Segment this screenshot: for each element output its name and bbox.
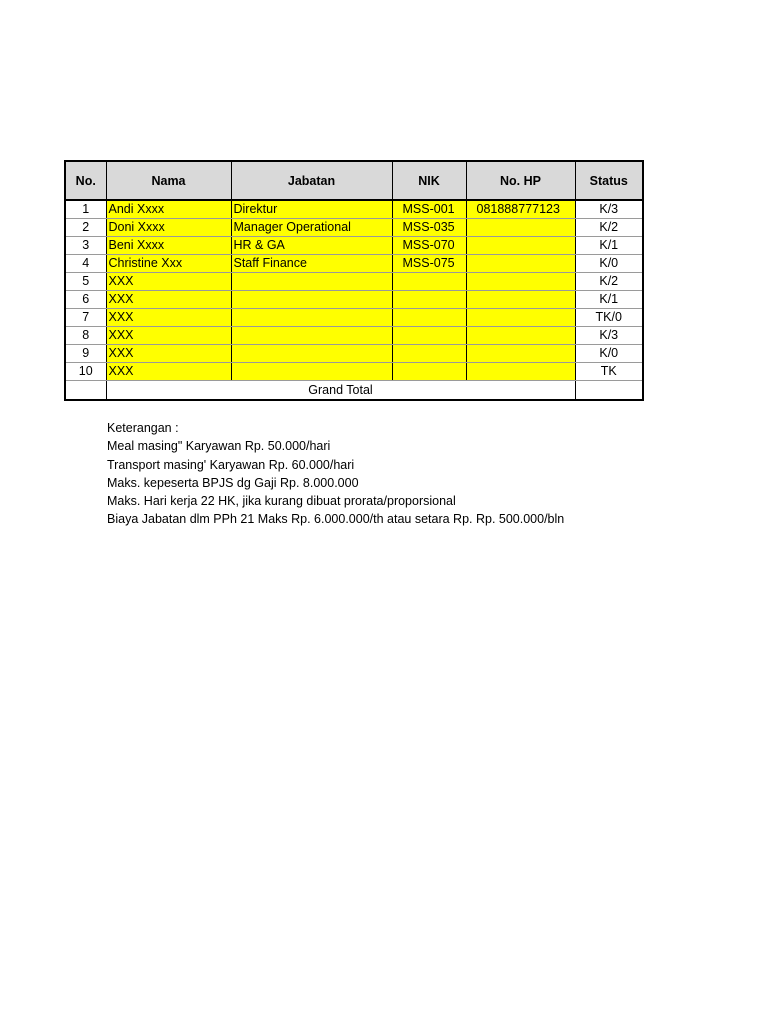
cell-status: K/1 <box>575 237 643 255</box>
cell-nama: XXX <box>106 345 231 363</box>
cell-status: K/2 <box>575 219 643 237</box>
cell-no-hp <box>466 273 575 291</box>
cell-no-hp <box>466 291 575 309</box>
employee-table <box>64 160 644 401</box>
cell-no-hp <box>466 309 575 327</box>
cell-no: 4 <box>65 255 106 273</box>
header-no: No. <box>65 161 106 200</box>
table-row <box>65 345 643 363</box>
cell-no-hp: 081888777123 <box>466 200 575 219</box>
notes-section <box>107 419 564 529</box>
table-row <box>65 237 643 255</box>
cell-jabatan: Direktur <box>231 200 392 219</box>
notes-heading: Keterangan : <box>107 421 179 435</box>
table-header-row <box>65 161 643 200</box>
cell-status: K/3 <box>575 200 643 219</box>
table-row <box>65 291 643 309</box>
note-line-meal: Meal masing" Karyawan Rp. 50.000/hari <box>107 439 331 454</box>
note-line-transport: Transport masing' Karyawan Rp. 60.000/hari <box>107 457 355 472</box>
cell-no: 8 <box>65 327 106 345</box>
cell-status: K/0 <box>575 255 643 273</box>
cell-nama: XXX <box>106 273 231 291</box>
cell-jabatan <box>231 273 392 291</box>
header-status: Status <box>575 161 643 200</box>
grand-total-row <box>65 381 643 401</box>
cell-nik <box>392 345 466 363</box>
cell-no-hp <box>466 219 575 237</box>
cell-no: 9 <box>65 345 106 363</box>
cell-nik: MSS-075 <box>392 255 466 273</box>
cell-nama: Beni Xxxx <box>106 237 231 255</box>
table-row <box>65 200 643 219</box>
grand-total-spacer <box>65 381 106 401</box>
cell-nama: Andi Xxxx <box>106 200 231 219</box>
cell-nama: Doni Xxxx <box>106 219 231 237</box>
cell-jabatan: HR & GA <box>231 237 392 255</box>
table-row <box>65 219 643 237</box>
cell-status: K/0 <box>575 345 643 363</box>
cell-jabatan <box>231 327 392 345</box>
cell-jabatan <box>231 363 392 381</box>
cell-jabatan <box>231 345 392 363</box>
cell-no-hp <box>466 237 575 255</box>
cell-nik <box>392 309 466 327</box>
cell-status: K/3 <box>575 327 643 345</box>
cell-nik <box>392 291 466 309</box>
cell-nik <box>392 273 466 291</box>
cell-jabatan <box>231 309 392 327</box>
header-nik: NIK <box>392 161 466 200</box>
cell-no: 3 <box>65 237 106 255</box>
header-jabatan: Jabatan <box>231 161 392 200</box>
cell-nik <box>392 363 466 381</box>
cell-status: TK <box>575 363 643 381</box>
table-row <box>65 327 643 345</box>
note-line-workdays: Maks. Hari kerja 22 HK, jika kurang dibuat prorata/proporsional <box>107 494 456 509</box>
cell-no-hp <box>466 345 575 363</box>
cell-nama: XXX <box>106 327 231 345</box>
cell-no-hp <box>466 327 575 345</box>
cell-status: K/2 <box>575 273 643 291</box>
cell-status: TK/0 <box>575 309 643 327</box>
table-row <box>65 363 643 381</box>
cell-nama: Christine Xxx <box>106 255 231 273</box>
cell-jabatan: Manager Operational <box>231 219 392 237</box>
cell-no: 1 <box>65 200 106 219</box>
cell-nama: XXX <box>106 363 231 381</box>
header-nama: Nama <box>106 161 231 200</box>
cell-nama: XXX <box>106 291 231 309</box>
cell-jabatan: Staff Finance <box>231 255 392 273</box>
cell-status: K/1 <box>575 291 643 309</box>
note-line-bpjs: Maks. kepeserta BPJS dg Gaji Rp. 8.000.000 <box>107 475 359 490</box>
cell-nik: MSS-070 <box>392 237 466 255</box>
grand-total-label: Grand Total <box>106 381 575 401</box>
cell-no-hp <box>466 363 575 381</box>
grand-total-value <box>575 381 643 401</box>
table-row <box>65 309 643 327</box>
cell-no: 2 <box>65 219 106 237</box>
note-line-biaya-jabatan: Biaya Jabatan dlm PPh 21 Maks Rp. 6.000.000/th atau setara Rp. Rp. 500.000/bln <box>107 512 565 527</box>
cell-nik: MSS-001 <box>392 200 466 219</box>
cell-no-hp <box>466 255 575 273</box>
cell-no: 5 <box>65 273 106 291</box>
cell-nama: XXX <box>106 309 231 327</box>
table-row <box>65 255 643 273</box>
cell-nik: MSS-035 <box>392 219 466 237</box>
cell-no: 6 <box>65 291 106 309</box>
cell-no: 7 <box>65 309 106 327</box>
cell-nik <box>392 327 466 345</box>
cell-jabatan <box>231 291 392 309</box>
header-no-hp: No. HP <box>466 161 575 200</box>
table-row <box>65 273 643 291</box>
cell-no: 10 <box>65 363 106 381</box>
